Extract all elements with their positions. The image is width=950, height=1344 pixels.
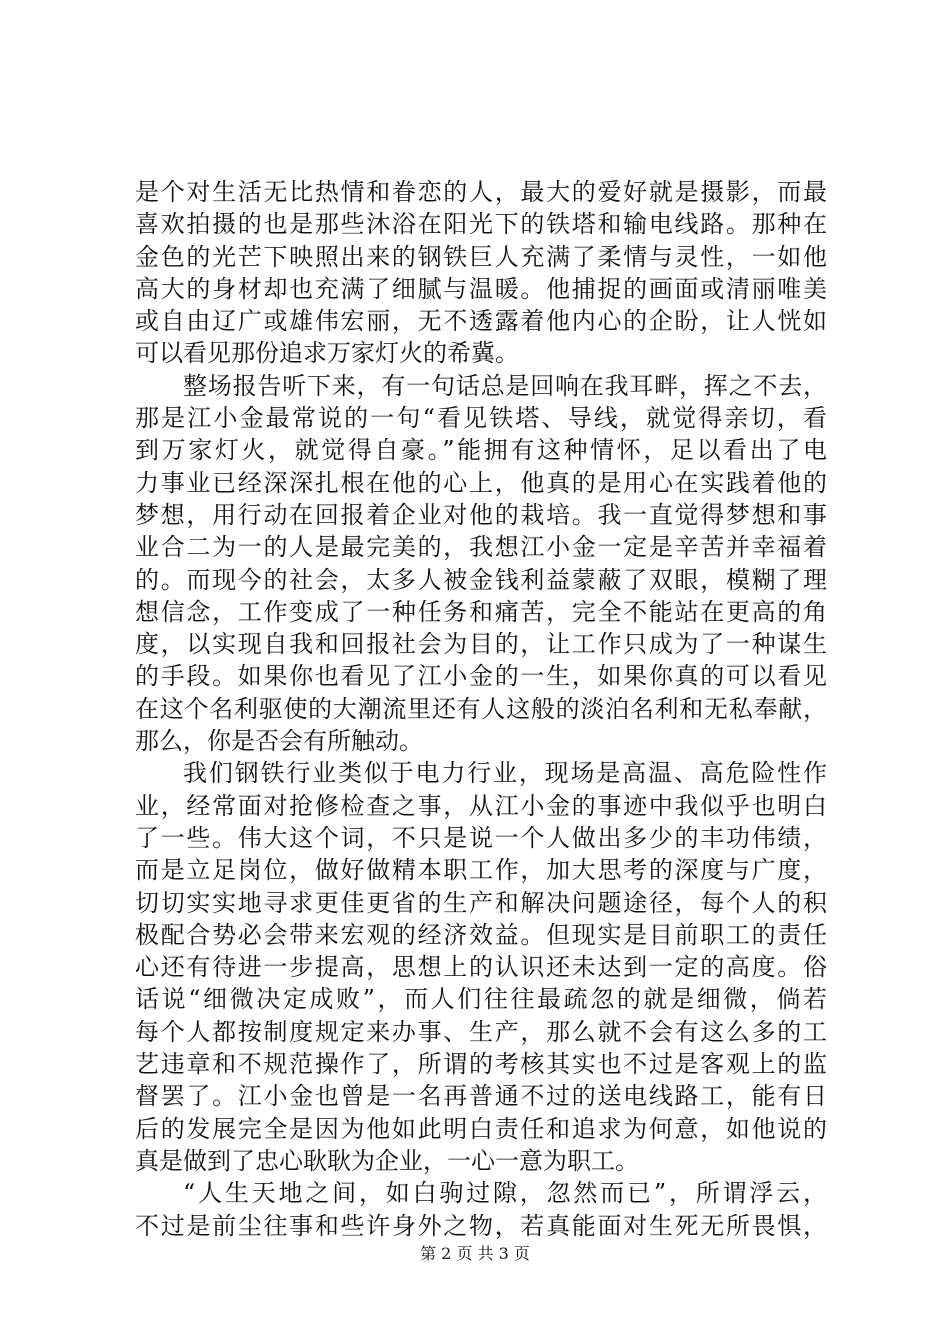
text-line: 每个人都按制度规定来办事、生产，那么就不会有这么多的工 xyxy=(135,1017,827,1046)
text-line: 了一些。伟大这个词，不只是说一个人做出多少的丰功伟绩， xyxy=(135,823,827,852)
text-line: 极配合势必会带来宏观的经济效益。但现实是目前职工的责任 xyxy=(135,920,827,949)
text-line: 心还有待进一步提高，思想上的认识还未达到一定的高度。俗 xyxy=(135,953,827,982)
text-line: 的。而现今的社会，太多人被金钱利益蒙蔽了双眼，模糊了理 xyxy=(135,565,827,594)
text-line: 度，以实现自我和回报社会为目的，让工作只成为了一种谋生 xyxy=(135,630,827,659)
text-line: 不过是前尘往事和些许身外之物，若真能面对生死无所畏惧， xyxy=(135,1211,827,1240)
text-line: 那是江小金最常说的一句“看见铁塔、导线，就觉得亲切，看 xyxy=(135,404,827,433)
text-line: “人生天地之间，如白驹过隙，忽然而已”，所谓浮云， xyxy=(183,1179,827,1208)
text-line: 后的发展完全是因为他如此明白责任和追求为何意，如他说的 xyxy=(135,1114,827,1143)
text-line: 我们钢铁行业类似于电力行业，现场是高温、高危险性作 xyxy=(183,759,827,788)
text-line: 力事业已经深深扎根在他的心上，他真的是用心在实践着他的 xyxy=(135,468,827,497)
text-line: 整场报告听下来，有一句话总是回响在我耳畔，挥之不去， xyxy=(183,371,827,400)
text-line: 梦想，用行动在回报着企业对他的栽培。我一直觉得梦想和事 xyxy=(135,500,827,529)
page-footer: 第 2 页 共 3 页 xyxy=(420,1244,530,1263)
text-line: 喜欢拍摄的也是那些沐浴在阳光下的铁塔和输电线路。那种在 xyxy=(135,210,827,239)
text-line: 真是做到了忠心耿耿为企业，一心一意为职工。 xyxy=(135,1146,639,1175)
text-line: 切切实实地寻求更佳更省的生产和解决问题途径，每个人的积 xyxy=(135,888,827,917)
document-body xyxy=(135,176,827,1242)
text-line: 业合二为一的人是最完美的，我想江小金一定是辛苦并幸福着 xyxy=(135,533,827,562)
text-line: 到万家灯火，就觉得自豪。”能拥有这种情怀，足以看出了电 xyxy=(135,436,827,465)
text-line: 艺违章和不规范操作了，所谓的考核其实也不过是客观上的监 xyxy=(135,1050,827,1079)
text-line: 是个对生活无比热情和眷恋的人，最大的爱好就是摄影，而最 xyxy=(135,178,827,206)
text-line: 督罢了。江小金也曾是一名再普通不过的送电线路工，能有日 xyxy=(135,1082,827,1111)
text-line: 的手段。如果你也看见了江小金的一生，如果你真的可以看见 xyxy=(135,662,827,691)
text-line: 话说“细微决定成败”，而人们往往最疏忽的就是细微，倘若 xyxy=(135,985,827,1014)
text-line: 而是立足岗位，做好做精本职工作，加大思考的深度与广度， xyxy=(135,856,827,885)
text-line: 业，经常面对抢修检查之事，从江小金的事迹中我似乎也明白 xyxy=(135,791,827,820)
text-line: 或自由辽广或雄伟宏丽，无不透露着他内心的企盼，让人恍如 xyxy=(135,307,827,336)
text-line: 金色的光芒下映照出来的钢铁巨人充满了柔情与灵性，一如他 xyxy=(135,242,827,271)
text-line: 那么，你是否会有所触动。 xyxy=(135,727,423,756)
text-line: 在这个名利驱使的大潮流里还有人这般的淡泊名利和无私奉献， xyxy=(135,694,827,723)
text-line: 高大的身材却也充满了细腻与温暖。他捕捉的画面或清丽唯美 xyxy=(135,274,827,303)
text-line: 可以看见那份追求万家灯火的希冀。 xyxy=(135,339,519,368)
text-line: 想信念，工作变成了一种任务和痛苦，完全不能站在更高的角 xyxy=(135,597,827,626)
